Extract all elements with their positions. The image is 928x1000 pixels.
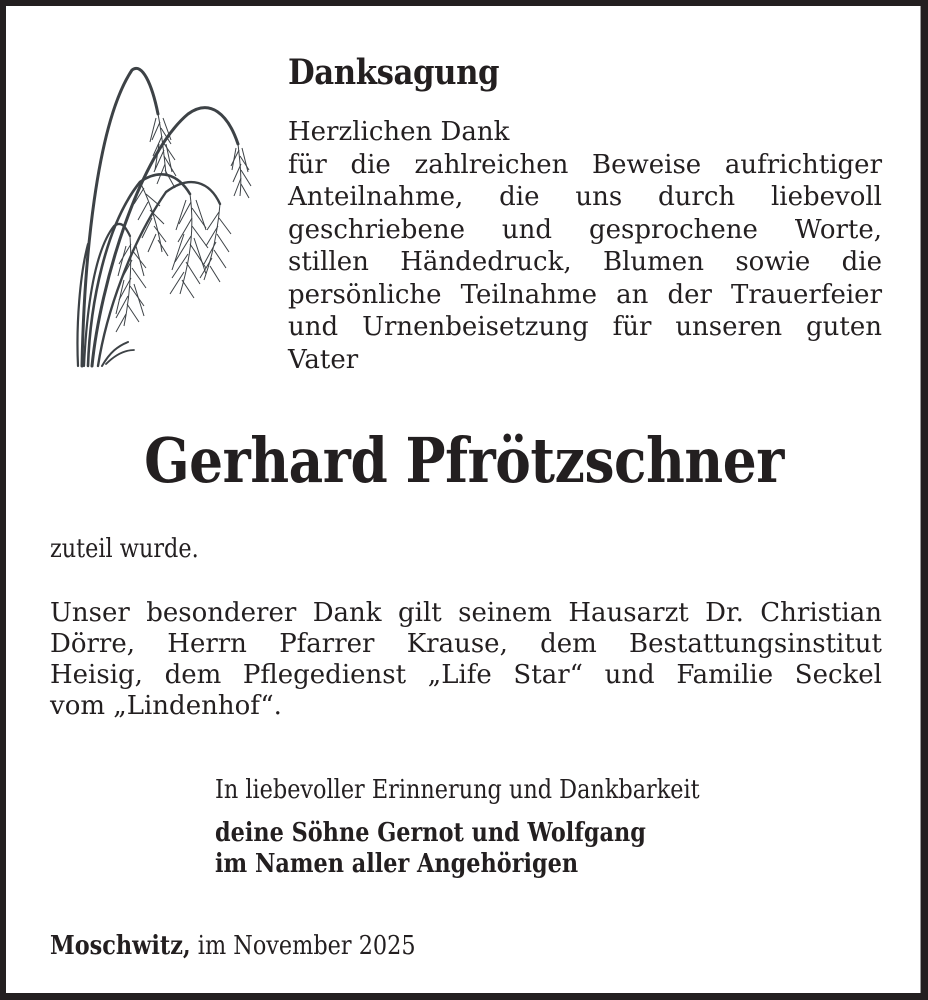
- intro-line: geschriebene und gesprochene Worte,: [288, 214, 882, 245]
- grass-stalks-icon: [70, 64, 260, 370]
- special-thanks-paragraph: [50, 598, 882, 722]
- deceased-name: [6, 424, 921, 497]
- place-date: [50, 930, 475, 962]
- signers: [215, 818, 716, 880]
- intro-line: Herzlichen Dank: [288, 117, 510, 147]
- place: Moschwitz,: [50, 931, 191, 961]
- signer-line: deine Söhne Gernot und Wolfgang: [215, 818, 646, 848]
- intro-line: Anteilnahme, die uns durch liebevoll: [288, 182, 882, 212]
- intro-paragraph: [288, 116, 882, 376]
- signer-line: im Namen aller Angehörigen: [215, 849, 579, 879]
- special-thanks-line: Unser besonderer Dank gilt seinem Hausarzt Dr. Christian: [50, 598, 882, 628]
- special-thanks-line: Dörre, Herrn Pfarrer Krause, dem Bestattungsinstitut: [50, 629, 882, 659]
- closing-line: [215, 774, 779, 806]
- intro-line: für die zahlreichen Beweise aufrichtiger: [288, 149, 882, 180]
- closing-text: In liebevoller Erinnerung und Dankbarkeit: [215, 775, 700, 805]
- after-name-text: [50, 534, 882, 565]
- intro-line: stillen Händedruck, Blumen sowie die: [288, 247, 882, 277]
- notice-title: Danksagung: [288, 52, 500, 93]
- date: im November 2025: [197, 931, 416, 961]
- intro-line: und Urnenbeisetzung für unseren guten: [288, 312, 882, 342]
- special-thanks-line: vom „Lindenhof“.: [50, 691, 282, 721]
- deceased-name-text: Gerhard Pfrötzschner: [143, 424, 784, 497]
- obituary-notice: [6, 6, 921, 993]
- intro-line: persönliche Teilnahme an der Trauerfeier: [288, 279, 882, 310]
- intro-line: Vater: [288, 344, 359, 375]
- special-thanks-line: Heisig, dem Pflegedienst „Life Star“ und Familie Seckel: [50, 660, 882, 690]
- after-name-line: zuteil wurde.: [50, 534, 199, 564]
